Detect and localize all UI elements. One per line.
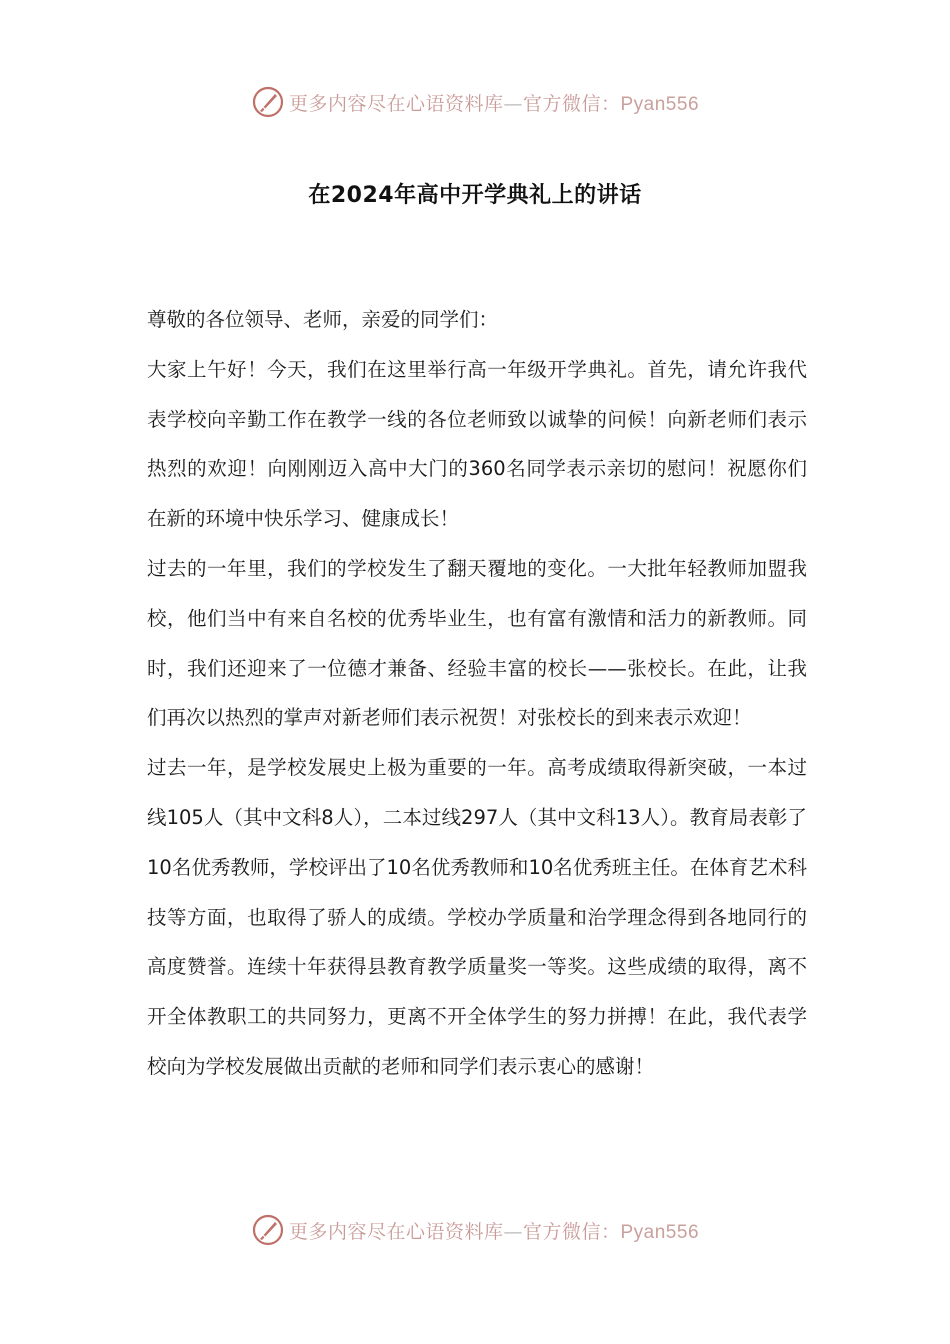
salutation-paragraph: 尊敬的各位领导、老师，亲爱的同学们：: [147, 308, 499, 331]
watermark-separator: —: [503, 1220, 523, 1243]
watermark-cn-text: 更多内容尽在心语资料库: [288, 92, 504, 115]
quill-logo-icon: [251, 85, 285, 119]
document-body: [147, 295, 807, 1092]
header-watermark: [0, 82, 950, 122]
watermark-text: [289, 89, 699, 116]
body-paragraph: 过去的一年里，我们的学校发生了翻天覆地的变化。一大批年轻教师加盟我校，他们当中有来自名校的优秀毕业生，也有富有激情和活力的新教师。同时，我们还迎来了一位德才兼备、经验丰富的校长——张校长。在此，让我们再次以热烈的掌声对新老师们表示祝贺！对张校长的到来表示欢迎！: [147, 556, 807, 730]
watermark-text: [289, 1217, 699, 1244]
watermark-cn-text: 更多内容尽在心语资料库: [288, 1220, 504, 1243]
watermark-official-label: 官方微信：: [522, 1220, 621, 1243]
document-title: 在2024年高中开学典礼上的讲话: [308, 183, 642, 208]
body-paragraph: 大家上午好！今天，我们在这里举行高一年级开学典礼。首先，请允许我代表学校向辛勤工作在教学一线的各位老师致以诚挚的问候！向新老师们表示热烈的欢迎！向刚刚迈入高中大门的360名同学表示亲切的慰问！祝愿你们在新的环境中快乐学习、健康成长！: [147, 357, 807, 531]
watermark-wechat-id: Pyan556: [620, 1221, 700, 1243]
watermark-separator: —: [503, 92, 523, 115]
quill-logo-icon: [251, 1213, 285, 1247]
body-paragraph: 过去一年，是学校发展史上极为重要的一年。高考成绩取得新突破，一本过线105人（其中文科8人），二本过线297人（其中文科13人）。教育局表彰了10名优秀教师，学校评出了10名优秀教师和10名优秀班主任。在体育艺术科技等方面，也取得了骄人的成绩。学校办学质量和治学理念得到各地同行的高度赞誉。连续十年获得县教育教学质量奖一等奖。这些成绩的取得，离不开全体教职工的共同努力，更离不开全体学生的努力拼搏！在此，我代表学校向为学校发展做出贡献的老师和同学们表示衷心的感谢！: [147, 756, 807, 1078]
watermark-wechat-id: Pyan556: [620, 93, 700, 115]
footer-watermark: [0, 1210, 950, 1250]
watermark-official-label: 官方微信：: [522, 92, 621, 115]
